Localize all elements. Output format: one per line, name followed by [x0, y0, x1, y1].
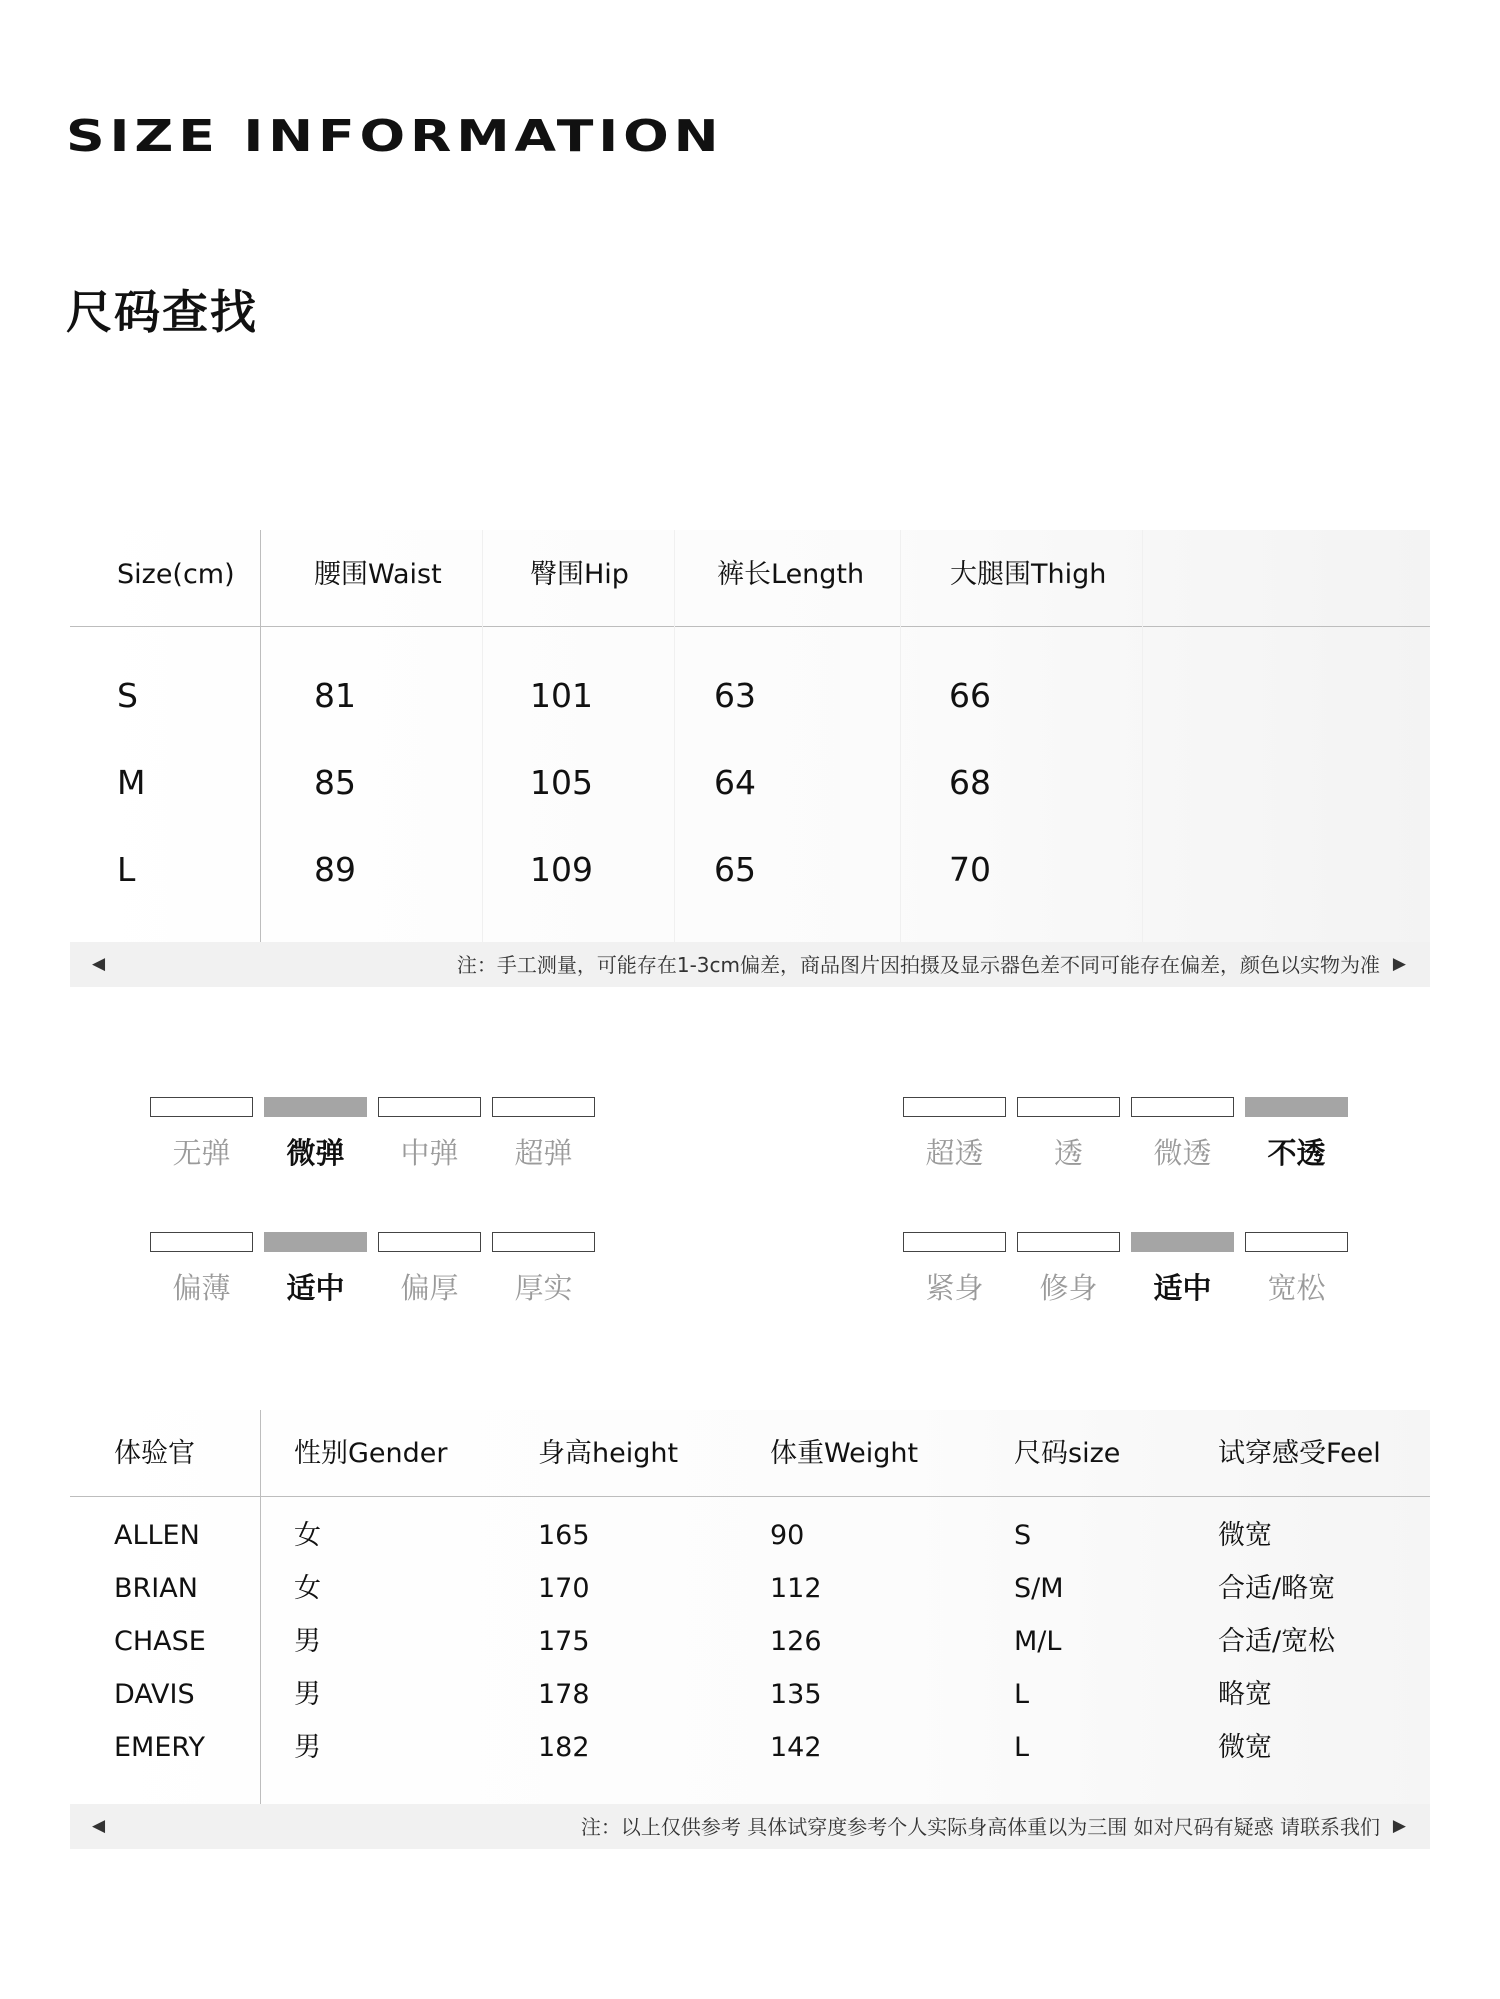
scale-label: 超弹 — [514, 1136, 573, 1170]
header-size: 尺码size — [1014, 1438, 1121, 1469]
header-height: 身高height — [538, 1438, 679, 1469]
scale-box — [903, 1232, 1006, 1252]
thickness-scale — [150, 1232, 600, 1322]
elasticity-scale — [150, 1097, 600, 1187]
table-cell: 126 — [770, 1626, 822, 1657]
scale-box — [378, 1097, 481, 1117]
scale-label: 修身 — [1039, 1271, 1098, 1305]
scale-box — [1017, 1232, 1120, 1252]
size-note-bar — [70, 942, 1430, 987]
scale-box — [264, 1232, 367, 1252]
table-cell: 65 — [714, 850, 756, 889]
table-cell: 女 — [294, 1520, 321, 1551]
table-cell: 合适/宽松 — [1218, 1626, 1336, 1657]
fit-scale — [903, 1232, 1353, 1322]
scroll-left-icon[interactable]: ◀ — [92, 954, 106, 974]
scale-box — [492, 1097, 595, 1117]
table-cell: M/L — [1014, 1626, 1062, 1657]
table-cell: 142 — [770, 1732, 822, 1763]
title-en: SIZE INFORMATION — [66, 111, 724, 162]
header-thigh: 大腿围Thigh — [950, 559, 1107, 590]
scroll-right-icon[interactable]: ▶ — [1392, 1816, 1406, 1836]
table-cell: 微宽 — [1218, 1732, 1272, 1763]
scale-label: 适中 — [286, 1271, 345, 1305]
scale-label: 透 — [1053, 1136, 1083, 1170]
tester-note-bar — [70, 1804, 1430, 1849]
table-cell: 178 — [538, 1679, 590, 1710]
table-cell: 112 — [770, 1573, 822, 1604]
header-length: 裤长Length — [717, 559, 865, 590]
table-cell: 109 — [530, 850, 593, 889]
header-gender: 性别Gender — [294, 1438, 448, 1469]
table-cell: S — [117, 676, 138, 715]
table-cell: 66 — [949, 676, 991, 715]
scale-box — [1017, 1097, 1120, 1117]
table-cell: 85 — [314, 763, 356, 802]
table-cell: S/M — [1014, 1573, 1064, 1604]
header-hip: 臀围Hip — [530, 559, 629, 590]
table-cell: 81 — [314, 676, 356, 715]
table-cell: 135 — [770, 1679, 822, 1710]
scale-label: 不透 — [1267, 1136, 1326, 1170]
scale-label: 微弹 — [286, 1136, 345, 1170]
scale-label: 超透 — [925, 1136, 984, 1170]
header-waist: 腰围Waist — [314, 559, 442, 590]
table-cell: L — [117, 850, 136, 889]
scale-label: 宽松 — [1267, 1271, 1326, 1305]
tester-note: 注：以上仅供参考 具体试穿度参考个人实际身高体重以为三围 如对尺码有疑惑 请联系我们 — [580, 1815, 1380, 1839]
column-separator — [900, 530, 901, 942]
scale-label: 无弹 — [172, 1136, 231, 1170]
table-cell: S — [1014, 1520, 1032, 1551]
scale-box — [1245, 1097, 1348, 1117]
header-tester: 体验官 — [114, 1438, 195, 1469]
table-cell: 63 — [714, 676, 756, 715]
table-cell: 182 — [538, 1732, 590, 1763]
scale-label: 紧身 — [925, 1271, 984, 1305]
table-cell: 男 — [294, 1679, 321, 1710]
scale-label: 厚实 — [514, 1271, 573, 1305]
table-cell: M — [117, 763, 146, 802]
scale-box — [1245, 1232, 1348, 1252]
scale-box — [150, 1232, 253, 1252]
table-cell: 101 — [530, 676, 593, 715]
scroll-right-icon[interactable]: ▶ — [1392, 954, 1406, 974]
table-cell: 女 — [294, 1573, 321, 1604]
table-cell: DAVIS — [114, 1679, 195, 1710]
table-cell: 175 — [538, 1626, 590, 1657]
tester-table — [70, 1410, 1430, 1804]
size-table — [70, 530, 1430, 942]
transparency-scale — [903, 1097, 1353, 1187]
scale-box — [264, 1097, 367, 1117]
column-separator — [1142, 530, 1143, 942]
table-cell: 男 — [294, 1732, 321, 1763]
table-cell: CHASE — [114, 1626, 206, 1657]
table-cell: BRIAN — [114, 1573, 198, 1604]
table-cell: EMERY — [114, 1732, 205, 1763]
column-separator — [674, 530, 675, 942]
size-note: 注：手工测量，可能存在1-3cm偏差，商品图片因拍摄及显示器色差不同可能存在偏差，颜色以实物为准 — [456, 953, 1380, 977]
table-cell: 男 — [294, 1626, 321, 1657]
tester-table-divider — [260, 1410, 261, 1804]
scale-box — [492, 1232, 595, 1252]
size-table-divider — [260, 530, 261, 942]
table-cell: 90 — [770, 1520, 805, 1551]
scale-label: 偏薄 — [172, 1271, 231, 1305]
table-cell: L — [1014, 1679, 1030, 1710]
table-cell: 64 — [714, 763, 756, 802]
table-cell: ALLEN — [114, 1520, 200, 1551]
table-cell: 70 — [949, 850, 991, 889]
title-cn: 尺码查找 — [66, 285, 258, 339]
scale-label: 偏厚 — [400, 1271, 459, 1305]
table-cell: 合适/略宽 — [1218, 1573, 1336, 1604]
scale-label: 微透 — [1153, 1136, 1212, 1170]
scale-box — [1131, 1097, 1234, 1117]
table-cell: 微宽 — [1218, 1520, 1272, 1551]
scale-box — [1131, 1232, 1234, 1252]
header-weight: 体重Weight — [770, 1438, 919, 1469]
scale-box — [150, 1097, 253, 1117]
table-cell: 略宽 — [1218, 1679, 1272, 1710]
column-separator — [482, 530, 483, 942]
header-feel: 试穿感受Feel — [1218, 1438, 1381, 1469]
scale-label: 适中 — [1153, 1271, 1212, 1305]
header-size: Size(cm) — [117, 559, 235, 590]
scale-box — [903, 1097, 1006, 1117]
table-cell: L — [1014, 1732, 1030, 1763]
table-cell: 89 — [314, 850, 356, 889]
table-cell: 170 — [538, 1573, 590, 1604]
scroll-left-icon[interactable]: ◀ — [92, 1816, 106, 1836]
table-cell: 165 — [538, 1520, 590, 1551]
scale-box — [378, 1232, 481, 1252]
table-cell: 68 — [949, 763, 991, 802]
scale-label: 中弹 — [400, 1136, 459, 1170]
table-cell: 105 — [530, 763, 593, 802]
